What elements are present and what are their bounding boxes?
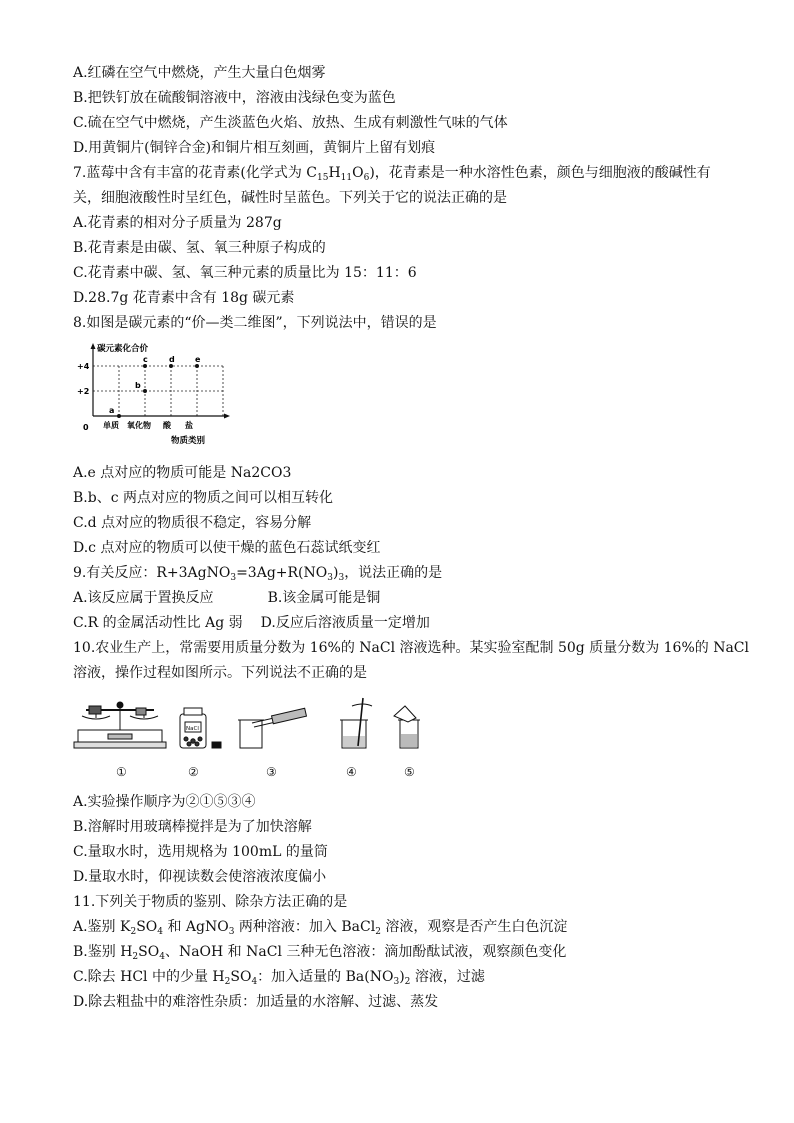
chart-ytick-label: +2	[77, 387, 90, 396]
chart-point-label-a: a	[109, 406, 115, 415]
q10-option-b: B.溶解时用玻璃棒搅拌是为了加快溶解	[73, 819, 312, 835]
q9-options-ab	[73, 588, 380, 608]
q11-option-d: D.除去粗盐中的难溶性杂质：加适量的水溶解、过滤、蒸发	[73, 994, 439, 1010]
chart-y-arrow	[91, 343, 96, 349]
q8-stem: 8.如图是碳元素的“价—类二维图”，下列说法中，错误的是	[73, 315, 437, 331]
chart-point-label-e: e	[195, 355, 201, 364]
chart-point-label-c: c	[143, 355, 148, 364]
step-label-1: ①	[116, 765, 127, 779]
chart-x-arrow	[224, 414, 230, 419]
q6-option-c: C.硫在空气中燃烧，产生淡蓝色火焰、放热、生成有刺激性气味的气体	[73, 115, 508, 131]
chart-point-e	[195, 364, 199, 368]
chart-xlabel: 物质类别	[171, 436, 206, 446]
chart-ytick-label: 0	[83, 423, 89, 432]
q10-option-a: A.实验操作顺序为②①⑤③④	[73, 794, 256, 810]
q9-option-d: D.反应后溶液质量一定增加	[260, 615, 430, 631]
q11-option-c: C.除去 HCl 中的少量 $H_2SO_4$：加入适量的 $Ba(NO_3)_2$ 溶液，过滤	[73, 969, 485, 987]
q6-option-d: D.用黄铜片(铜锌合金)和铜片相互刻画，黄铜片上留有划痕	[73, 140, 436, 156]
q7-option-a: A.花青素的相对分子质量为 287g	[73, 215, 282, 231]
chart-xtick-label: 盐	[185, 421, 193, 430]
q11-option-b: B.鉴别 $H_2SO_4$、NaOH 和 NaCl 三种无色溶液：滴加酚酞试液，观察颜色变化	[73, 944, 567, 962]
q8-option-a: A.e 点对应的物质可能是 Na2CO3	[73, 465, 292, 481]
chart-xtick-label: 酸	[163, 421, 171, 430]
q7-stem-line1: 7.蓝莓中含有丰富的花青素(化学式为 $C_{15}H_{11}O_6$)，花青素是一种水溶性色素，颜色与细胞液的酸碱性有	[73, 165, 711, 183]
q8-option-c: C.d 点对应的物质很不稳定，容易分解	[73, 515, 312, 531]
chart-xtick-label: 单质	[103, 421, 119, 430]
q10-stem-line1: 10.农业生产上，常需要用质量分数为 16%的 NaCl 溶液选种。某实验室配制 50g 质量分数为 16%的 NaCl	[73, 640, 749, 656]
q9-stem: 9.有关反应：$R+3AgNO_3=3Ag+R(NO_3)_3$，说法正确的是	[73, 565, 443, 583]
lab-procedure-figure	[72, 690, 432, 782]
q7-option-b: B.花青素是由碳、氢、氧三种原子构成的	[73, 240, 326, 256]
bottle-label: NaCl	[186, 726, 199, 732]
chart-point-b	[143, 389, 147, 393]
q6-option-a: A.红磷在空气中燃烧，产生大量白色烟雾	[73, 65, 326, 81]
chart-ylabel: 碳元素化合价	[97, 344, 149, 354]
step-label-2: ②	[188, 765, 199, 779]
step-label-5: ⑤	[404, 765, 415, 779]
step-label-4: ④	[346, 765, 357, 779]
q10-option-d: D.量取水时，仰视读数会使溶液浓度偏小	[73, 869, 327, 885]
chart-point-d	[169, 364, 173, 368]
q10-option-c: C.量取水时，选用规格为 100mL 的量筒	[73, 844, 328, 860]
q7-stem-line2: 关，细胞液酸性时呈红色，碱性时呈蓝色。下列关于它的说法正确的是	[73, 190, 507, 206]
chart-point-label-b: b	[135, 381, 141, 390]
q8-option-d: D.c 点对应的物质可以使干燥的蓝色石蕊试纸变红	[73, 540, 381, 556]
valence-class-chart	[75, 340, 235, 448]
q9-option-b: B.该金属可能是铜	[267, 590, 381, 606]
pouring-cylinder-icon	[238, 708, 306, 748]
chart-point-label-d: d	[169, 355, 175, 364]
q9-option-a: A.该反应属于置换反应	[73, 590, 214, 606]
stirring-beaker-icon	[340, 698, 372, 748]
chart-point-a	[117, 414, 121, 418]
q9-options-cd	[73, 613, 430, 633]
q11-stem: 11.下列关于物质的鉴别、除杂方法正确的是	[73, 894, 348, 910]
q7-option-c: C.花青素中碳、氢、氧三种元素的质量比为 15：11：6	[73, 265, 417, 281]
chart-point-c	[143, 364, 147, 368]
q10-stem-line2: 溶液，操作过程如图所示。下列说法不正确的是	[73, 665, 367, 681]
reagent-bottle-icon	[180, 708, 221, 748]
reagent-transfer-icon	[394, 706, 420, 748]
q9-option-c: C.R 的金属活动性比 Ag 弱	[73, 615, 243, 631]
balance-icon	[74, 702, 166, 748]
q11-option-a: A.鉴别 $K_2SO_4$ 和 AgNO$_3$ 两种溶液：加入 BaCl$_2$ 溶液，观察是否产生白色沉淀	[73, 919, 568, 937]
chart-ytick-label: +4	[77, 362, 90, 371]
step-label-3: ③	[266, 765, 277, 779]
q7-option-d: D.28.7g 花青素中含有 18g 碳元素	[73, 290, 295, 306]
q6-option-b: B.把铁钉放在硫酸铜溶液中，溶液由浅绿色变为蓝色	[73, 90, 396, 106]
chart-xtick-label: 氧化物	[127, 421, 151, 430]
q8-option-b: B.b、c 两点对应的物质之间可以相互转化	[73, 490, 333, 506]
